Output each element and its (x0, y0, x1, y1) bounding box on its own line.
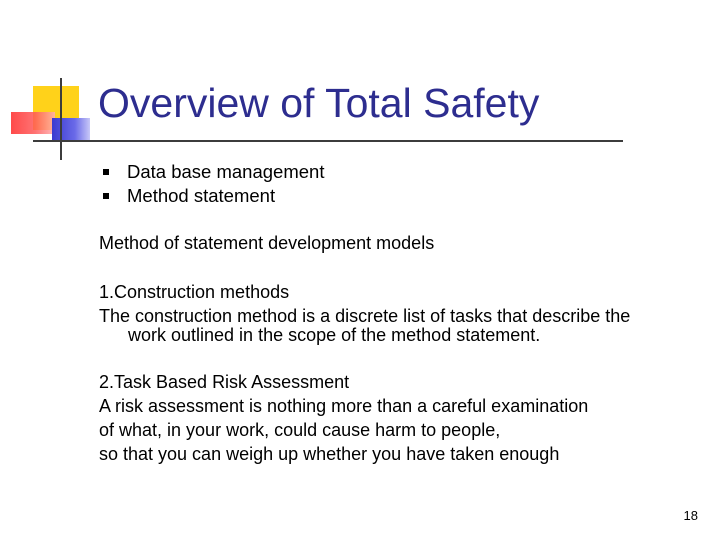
subheading: Method of statement development models (99, 233, 435, 253)
decor-vertical-line (60, 78, 62, 160)
square-bullet-icon (103, 193, 109, 199)
square-bullet-icon (103, 169, 109, 175)
section1 (99, 280, 630, 347)
page-number: 18 (683, 508, 698, 523)
decor-red-bar (11, 112, 55, 134)
bullet-item (103, 160, 324, 184)
bullet-list (103, 160, 324, 208)
bullet-item (103, 184, 324, 208)
section1-line1: The construction method is a discrete list of tasks that describe the (99, 306, 631, 326)
title-underline (33, 140, 623, 142)
section1-heading: 1.Construction methods (99, 282, 290, 302)
section2-line3: so that you can weigh up whether you have taken enough (99, 444, 560, 464)
section2 (99, 370, 588, 466)
section2-heading: 2.Task Based Risk Assessment (99, 372, 350, 392)
bullet-text: Data base management (127, 161, 325, 182)
section1-line2: work outlined in the scope of the method statement. (128, 325, 541, 345)
section2-line2: of what, in your work, could cause harm to people, (99, 420, 501, 440)
decor-blue-bar (52, 118, 90, 140)
slide-title: Overview of Total Safety (98, 80, 540, 126)
bullet-text: Method statement (127, 185, 276, 206)
section2-line1: A risk assessment is nothing more than a careful examination (99, 396, 589, 416)
